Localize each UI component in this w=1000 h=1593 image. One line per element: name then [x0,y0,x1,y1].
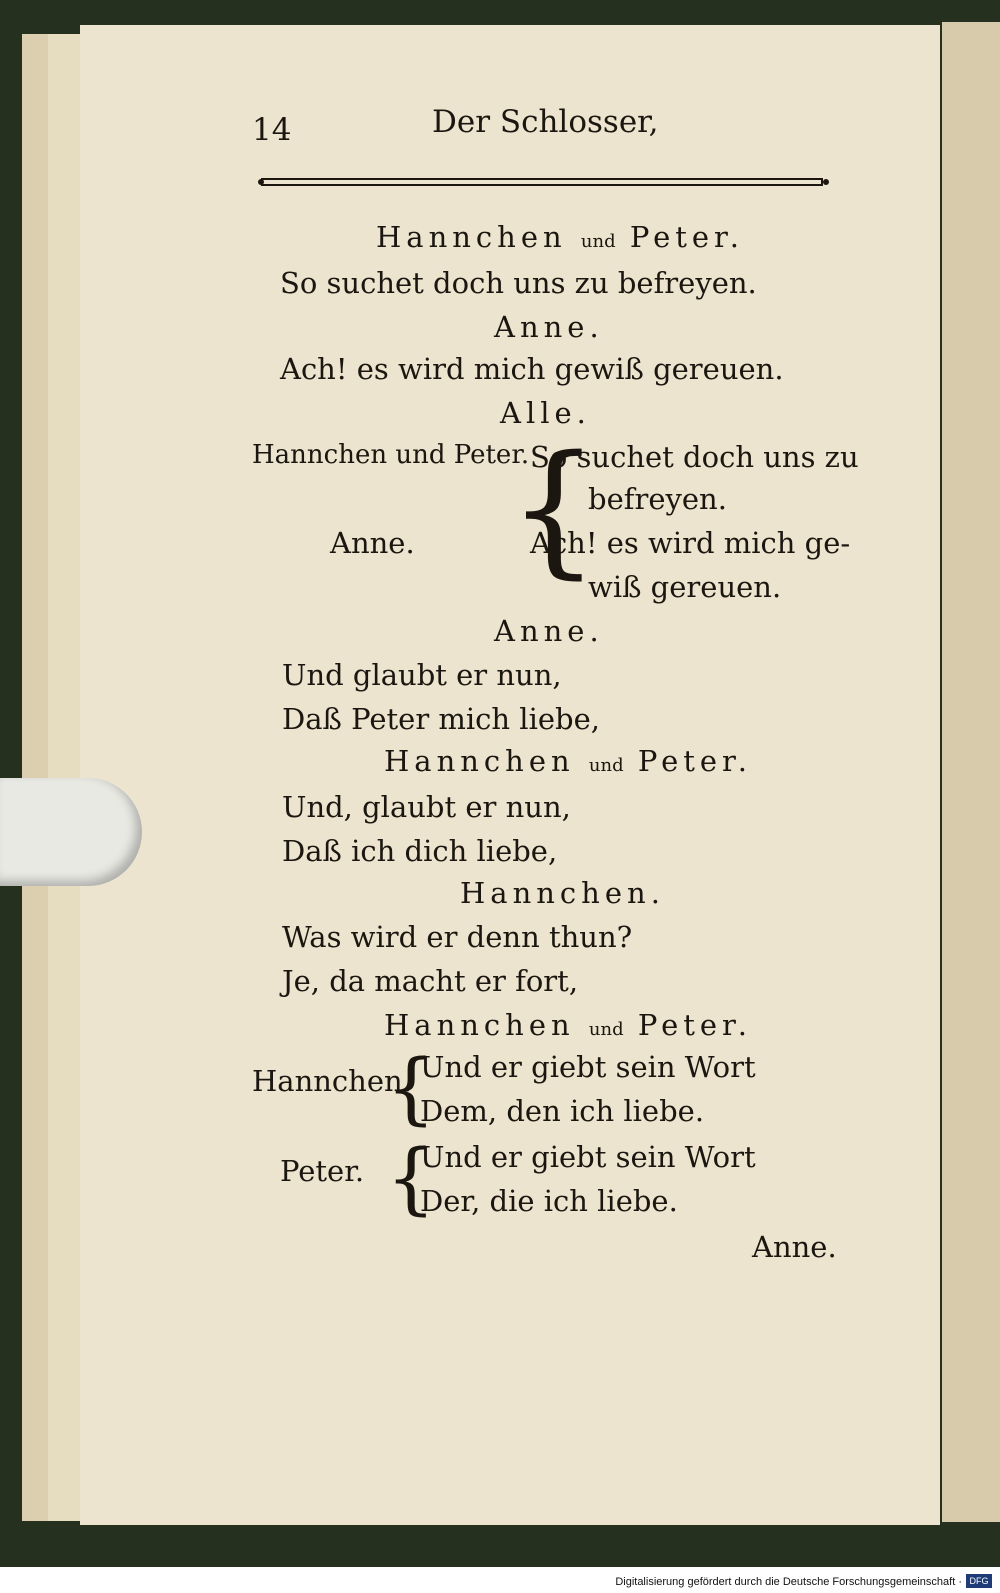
verse-line: Daß Peter mich liebe, [282,702,600,736]
speaker-name: Hannchen [384,1008,575,1042]
speaker-heading [376,220,744,254]
verse-line: Und glaubt er nun, [282,658,562,692]
book-edge-right [942,22,1000,1522]
speaker-heading: Anne. [494,614,604,648]
conjunction: und [588,1019,624,1040]
footer-bar [0,1567,1000,1593]
footer-credit: Digitalisierung gefördert durch die Deutsche Forschungsgemeinschaft · [615,1576,962,1588]
verse-line: Dem, den ich liebe. [420,1094,705,1128]
speaker-label: Peter. [280,1154,365,1188]
verse-line: wiß gereuen. [588,570,782,604]
brace: { [386,1044,436,1134]
speaker-label: Anne. [330,526,415,560]
conjunction: und [580,231,616,252]
speaker-name: Hannchen [384,744,575,778]
verse-line: Ach! es wird mich ge- [530,526,851,560]
verse-line: Daß ich dich liebe, [282,834,558,868]
speaker-heading [384,744,752,778]
verse-line: Je, da macht er fort, [282,964,579,998]
verse-line: Und, glaubt er nun, [282,790,571,824]
verse-line: Ach! es wird mich gewiß gereuen. [280,352,784,386]
verse-line: So suchet doch uns zu befreyen. [280,266,757,300]
verse-line: Und er giebt sein Wort [420,1050,756,1084]
verse-line: Der, die ich liebe. [420,1184,678,1218]
speaker-label: Hannchen und Peter. [252,440,530,470]
catchword: Anne. [752,1230,837,1264]
speaker-name: Peter. [637,744,752,778]
verse-line: So suchet doch uns zu [530,440,859,474]
verse-line: Was wird er denn thun? [282,920,633,954]
verse-line: Und er giebt sein Wort [420,1140,756,1174]
header-rule [256,177,832,187]
verse-line: befreyen. [588,482,727,516]
speaker-heading: Hannchen. [460,876,665,910]
conjunction: und [588,755,624,776]
speaker-name: Peter. [629,220,744,254]
speaker-heading: Anne. [494,310,604,344]
page-clip [0,778,142,886]
page-number: 14 [252,112,292,148]
speaker-heading [384,1008,752,1042]
speaker-heading: Alle. [500,396,591,430]
speaker-name: Hannchen [376,220,567,254]
speaker-label: Hannchen. [252,1064,412,1098]
brace: { [508,424,600,592]
brace: { [386,1134,436,1224]
dfg-logo: DFG [966,1574,992,1588]
speaker-name: Peter. [637,1008,752,1042]
running-title: Der Schlosser, [432,104,659,140]
